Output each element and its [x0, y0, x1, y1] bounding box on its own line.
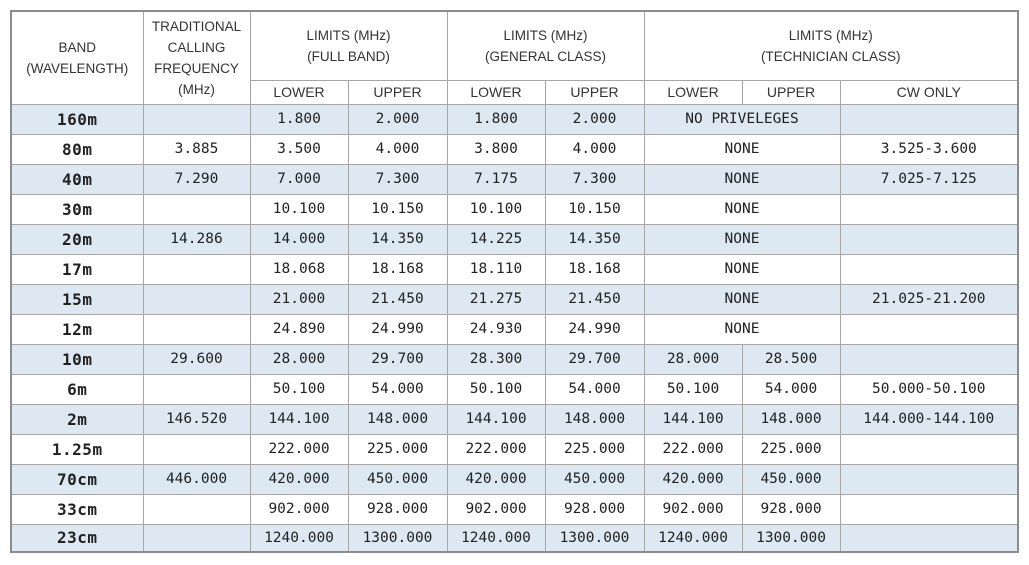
- table-row: [11, 314, 1018, 344]
- calling-frequency-cell: 7.290: [143, 164, 250, 194]
- band-cell: 12m: [11, 314, 143, 344]
- table-row: [11, 164, 1018, 194]
- table-row: [11, 134, 1018, 164]
- calling-frequency-cell: [143, 194, 250, 224]
- header-band: [11, 11, 143, 104]
- full-upper-cell: 21.450: [348, 284, 447, 314]
- band-cell: 6m: [11, 374, 143, 404]
- table-row: [11, 254, 1018, 284]
- header-full-line: (FULL BAND): [307, 48, 390, 64]
- band-limits-table: [10, 10, 1019, 553]
- full-upper-cell: 18.168: [348, 254, 447, 284]
- subheader-cw-only: CW ONLY: [840, 80, 1018, 104]
- band-cell: 17m: [11, 254, 143, 284]
- header-calling-line: CALLING: [167, 39, 226, 55]
- full-lower-cell: 50.100: [250, 374, 348, 404]
- calling-frequency-cell: [143, 494, 250, 524]
- technician-privileges-cell: NONE: [644, 164, 840, 194]
- general-lower-cell: 1240.000: [447, 524, 545, 552]
- full-upper-cell: 928.000: [348, 494, 447, 524]
- calling-frequency-cell: [143, 434, 250, 464]
- general-lower-cell: 7.175: [447, 164, 545, 194]
- full-upper-cell: 225.000: [348, 434, 447, 464]
- full-lower-cell: 3.500: [250, 134, 348, 164]
- table-row: [11, 224, 1018, 254]
- header-calling-line: FREQUENCY: [154, 60, 239, 76]
- cw-only-cell: 3.525-3.600: [840, 134, 1018, 164]
- calling-frequency-cell: [143, 254, 250, 284]
- technician-privileges-cell: NONE: [644, 194, 840, 224]
- header-calling-frequency: [143, 11, 250, 104]
- cw-only-cell: [840, 434, 1018, 464]
- technician-privileges-cell: NONE: [644, 254, 840, 284]
- general-upper-cell: 1300.000: [545, 524, 644, 552]
- general-lower-cell: 222.000: [447, 434, 545, 464]
- header-band-line: (WAVELENGTH): [26, 60, 129, 76]
- technician-privileges-cell: NONE: [644, 284, 840, 314]
- general-lower-cell: 10.100: [447, 194, 545, 224]
- header-full-band: [250, 11, 447, 80]
- full-upper-cell: 4.000: [348, 134, 447, 164]
- table-row: [11, 464, 1018, 494]
- full-upper-cell: 7.300: [348, 164, 447, 194]
- subheader-full-upper: UPPER: [348, 80, 447, 104]
- technician-privileges-cell: NONE: [644, 224, 840, 254]
- header-full-line: LIMITS (MHz): [306, 27, 391, 43]
- general-upper-cell: 18.168: [545, 254, 644, 284]
- technician-lower-cell: 50.100: [644, 374, 742, 404]
- table-row: [11, 434, 1018, 464]
- full-upper-cell: 450.000: [348, 464, 447, 494]
- general-lower-cell: 18.110: [447, 254, 545, 284]
- full-upper-cell: 10.150: [348, 194, 447, 224]
- full-upper-cell: 2.000: [348, 104, 447, 134]
- header-technician-class: [644, 11, 1018, 80]
- technician-privileges-cell: NONE: [644, 314, 840, 344]
- subheader-general-upper: UPPER: [545, 80, 644, 104]
- cw-only-cell: 144.000-144.100: [840, 404, 1018, 434]
- technician-upper-cell: 54.000: [742, 374, 840, 404]
- technician-upper-cell: 28.500: [742, 344, 840, 374]
- full-lower-cell: 902.000: [250, 494, 348, 524]
- calling-frequency-cell: [143, 524, 250, 552]
- general-upper-cell: 10.150: [545, 194, 644, 224]
- technician-lower-cell: 144.100: [644, 404, 742, 434]
- cw-only-cell: 21.025-21.200: [840, 284, 1018, 314]
- header-general-line: (GENERAL CLASS): [484, 48, 607, 64]
- table-row: [11, 344, 1018, 374]
- technician-lower-cell: 1240.000: [644, 524, 742, 552]
- full-lower-cell: 7.000: [250, 164, 348, 194]
- full-lower-cell: 144.100: [250, 404, 348, 434]
- general-upper-cell: 148.000: [545, 404, 644, 434]
- header-general-class: [447, 11, 644, 80]
- cw-only-cell: [840, 494, 1018, 524]
- full-lower-cell: 222.000: [250, 434, 348, 464]
- general-lower-cell: 420.000: [447, 464, 545, 494]
- full-upper-cell: 54.000: [348, 374, 447, 404]
- cw-only-cell: [840, 464, 1018, 494]
- table-row: [11, 284, 1018, 314]
- calling-frequency-cell: [143, 374, 250, 404]
- table-row: [11, 374, 1018, 404]
- technician-lower-cell: 902.000: [644, 494, 742, 524]
- cw-only-cell: [840, 194, 1018, 224]
- cw-only-cell: [840, 524, 1018, 552]
- cw-only-cell: 7.025-7.125: [840, 164, 1018, 194]
- full-lower-cell: 1240.000: [250, 524, 348, 552]
- full-upper-cell: 148.000: [348, 404, 447, 434]
- general-upper-cell: 928.000: [545, 494, 644, 524]
- band-cell: 33cm: [11, 494, 143, 524]
- general-lower-cell: 24.930: [447, 314, 545, 344]
- table-header: [11, 11, 1018, 104]
- calling-frequency-cell: 29.600: [143, 344, 250, 374]
- cw-only-cell: [840, 314, 1018, 344]
- cw-only-cell: [840, 224, 1018, 254]
- subheader-technician-lower: LOWER: [644, 80, 742, 104]
- table-row: [11, 494, 1018, 524]
- general-lower-cell: 21.275: [447, 284, 545, 314]
- band-cell: 2m: [11, 404, 143, 434]
- general-upper-cell: 24.990: [545, 314, 644, 344]
- general-upper-cell: 2.000: [545, 104, 644, 134]
- technician-lower-cell: 420.000: [644, 464, 742, 494]
- subheader-full-lower: LOWER: [250, 80, 348, 104]
- technician-lower-cell: 28.000: [644, 344, 742, 374]
- general-upper-cell: 54.000: [545, 374, 644, 404]
- calling-frequency-cell: 446.000: [143, 464, 250, 494]
- table-row: [11, 104, 1018, 134]
- general-lower-cell: 28.300: [447, 344, 545, 374]
- table-row: [11, 404, 1018, 434]
- general-upper-cell: 450.000: [545, 464, 644, 494]
- full-lower-cell: 10.100: [250, 194, 348, 224]
- technician-lower-cell: 222.000: [644, 434, 742, 464]
- calling-frequency-cell: 146.520: [143, 404, 250, 434]
- general-lower-cell: 3.800: [447, 134, 545, 164]
- header-general-line: LIMITS (MHz): [503, 27, 588, 43]
- header-calling-line: TRADITIONAL: [151, 18, 242, 34]
- full-lower-cell: 21.000: [250, 284, 348, 314]
- general-upper-cell: 4.000: [545, 134, 644, 164]
- cw-only-cell: [840, 344, 1018, 374]
- full-lower-cell: 28.000: [250, 344, 348, 374]
- calling-frequency-cell: 3.885: [143, 134, 250, 164]
- subheader-technician-upper: UPPER: [742, 80, 840, 104]
- full-upper-cell: 14.350: [348, 224, 447, 254]
- calling-frequency-cell: [143, 104, 250, 134]
- header-technician-line: LIMITS (MHz): [788, 27, 873, 43]
- full-lower-cell: 18.068: [250, 254, 348, 284]
- general-lower-cell: 50.100: [447, 374, 545, 404]
- table-row: [11, 194, 1018, 224]
- cw-only-cell: [840, 254, 1018, 284]
- technician-privileges-cell: NO PRIVELEGES: [644, 104, 840, 134]
- band-cell: 70cm: [11, 464, 143, 494]
- full-lower-cell: 14.000: [250, 224, 348, 254]
- full-upper-cell: 29.700: [348, 344, 447, 374]
- full-lower-cell: 420.000: [250, 464, 348, 494]
- calling-frequency-cell: [143, 314, 250, 344]
- general-lower-cell: 902.000: [447, 494, 545, 524]
- technician-upper-cell: 225.000: [742, 434, 840, 464]
- subheader-general-lower: LOWER: [447, 80, 545, 104]
- table-row: [11, 524, 1018, 552]
- band-cell: 15m: [11, 284, 143, 314]
- band-cell: 10m: [11, 344, 143, 374]
- band-cell: 20m: [11, 224, 143, 254]
- band-cell: 30m: [11, 194, 143, 224]
- full-upper-cell: 24.990: [348, 314, 447, 344]
- header-technician-line: (TECHNICIAN CLASS): [761, 48, 901, 64]
- full-lower-cell: 1.800: [250, 104, 348, 134]
- band-cell: 40m: [11, 164, 143, 194]
- general-upper-cell: 29.700: [545, 344, 644, 374]
- band-cell: 1.25m: [11, 434, 143, 464]
- general-lower-cell: 144.100: [447, 404, 545, 434]
- calling-frequency-cell: 14.286: [143, 224, 250, 254]
- full-upper-cell: 1300.000: [348, 524, 447, 552]
- technician-upper-cell: 148.000: [742, 404, 840, 434]
- header-calling-line: (MHz): [178, 81, 215, 97]
- calling-frequency-cell: [143, 284, 250, 314]
- technician-upper-cell: 1300.000: [742, 524, 840, 552]
- general-lower-cell: 14.225: [447, 224, 545, 254]
- band-cell: 80m: [11, 134, 143, 164]
- technician-upper-cell: 450.000: [742, 464, 840, 494]
- header-band-line: BAND: [58, 39, 96, 55]
- general-upper-cell: 14.350: [545, 224, 644, 254]
- technician-upper-cell: 928.000: [742, 494, 840, 524]
- full-lower-cell: 24.890: [250, 314, 348, 344]
- general-upper-cell: 7.300: [545, 164, 644, 194]
- technician-privileges-cell: NONE: [644, 134, 840, 164]
- band-cell: 23cm: [11, 524, 143, 552]
- general-upper-cell: 21.450: [545, 284, 644, 314]
- table-body: [11, 104, 1018, 552]
- general-lower-cell: 1.800: [447, 104, 545, 134]
- band-cell: 160m: [11, 104, 143, 134]
- general-upper-cell: 225.000: [545, 434, 644, 464]
- cw-only-cell: 50.000-50.100: [840, 374, 1018, 404]
- cw-only-cell: [840, 104, 1018, 134]
